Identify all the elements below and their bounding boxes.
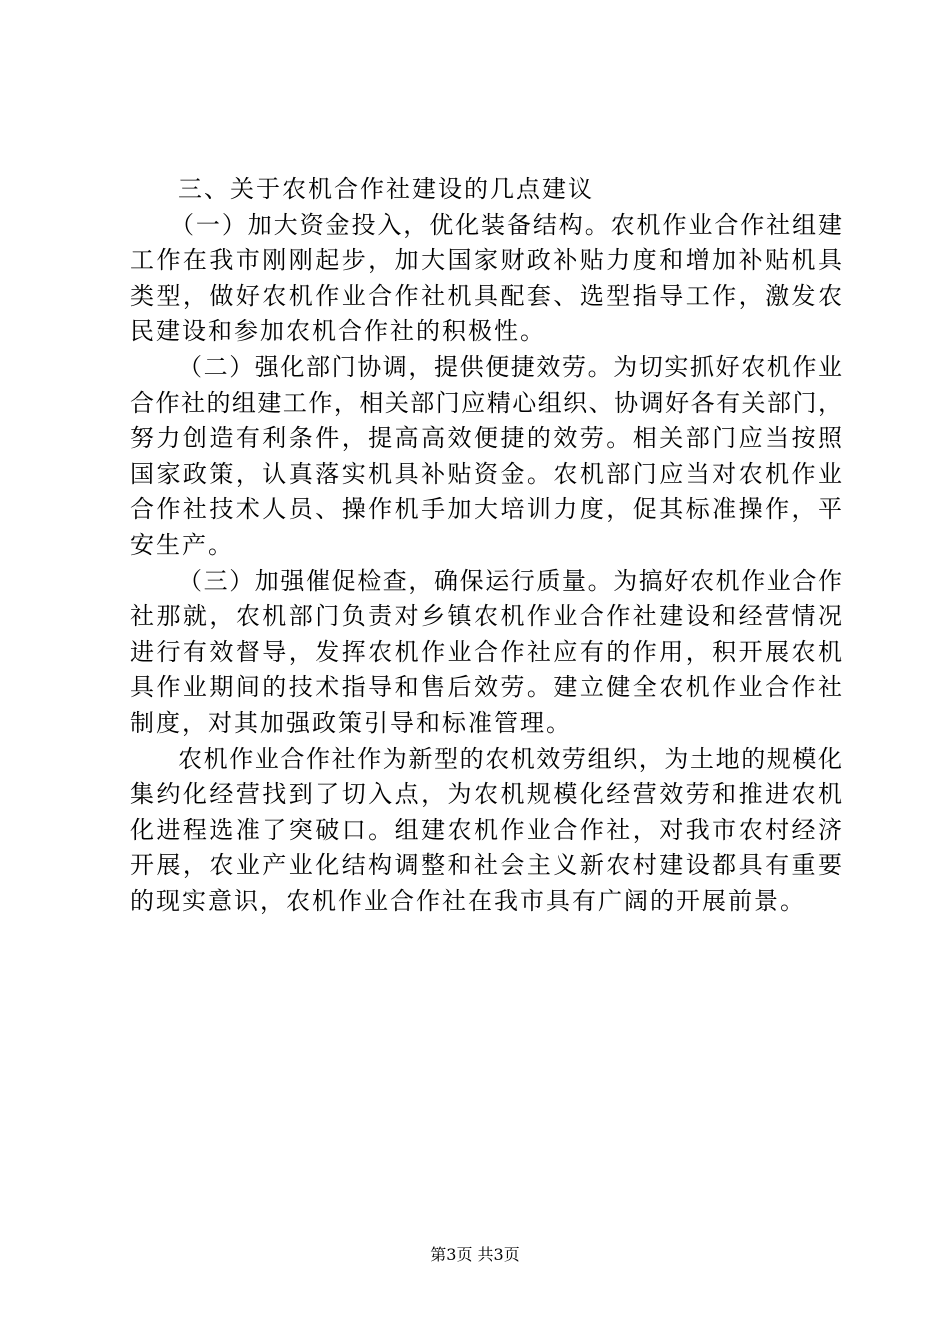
paragraph-line: 安生产。 [130,530,234,559]
paragraph-line: 合作社技术人员、操作机手加大培训力度，促其标准操作，平 [130,495,842,524]
paragraph-line: （三）加强催促检查，确保运行质量。为搞好农机作业合作 [178,566,842,595]
page-number: 第3页 共3页 [430,1245,520,1264]
paragraph-line: 开展，农业产业化结构调整和社会主义新农村建设都具有重要 [130,851,842,880]
paragraph-line: 集约化经营找到了切入点，为农机规模化经营效劳和推进农机 [130,780,842,809]
document-body [130,172,842,919]
paragraph-line: 化进程选准了突破口。组建农机作业合作社，对我市农村经济 [130,815,842,844]
page-footer [0,1244,950,1266]
paragraph-line: 具作业期间的技术指导和售后效劳。建立健全农机作业合作社 [130,673,842,702]
paragraph-line: 合作社的组建工作，相关部门应精心组织、协调好各有关部门， [130,388,842,417]
paragraph-line: 类型，做好农机作业合作社机具配套、选型指导工作，激发农 [130,281,842,310]
section-heading: 三、关于农机合作社建设的几点建议 [178,175,594,203]
paragraph-line: 工作在我市刚刚起步，加大国家财政补贴力度和增加补贴机具 [130,246,842,275]
paragraph-line: 努力创造有利条件，提高高效便捷的效劳。相关部门应当按照 [130,424,842,453]
paragraph-line: 制度，对其加强政策引导和标准管理。 [130,708,572,737]
paragraph-line: 社那就，农机部门负责对乡镇农机作业合作社建设和经营情况 [130,602,842,631]
paragraph-line: 的现实意识，农机作业合作社在我市具有广阔的开展前景。 [130,886,806,915]
paragraph-line: （一）加大资金投入，优化装备结构。农机作业合作社组建 [170,210,842,239]
paragraph-line: 民建设和参加农机合作社的积极性。 [130,317,546,346]
paragraph-line: 国家政策，认真落实机具补贴资金。农机部门应当对农机作业 [130,459,842,488]
paragraph-line: 农机作业合作社作为新型的农机效劳组织，为土地的规模化 [178,744,842,773]
paragraph-line: （二）强化部门协调，提供便捷效劳。为切实抓好农机作业 [178,352,842,381]
paragraph-line: 进行有效督导，发挥农机作业合作社应有的作用，积开展农机 [130,637,842,666]
